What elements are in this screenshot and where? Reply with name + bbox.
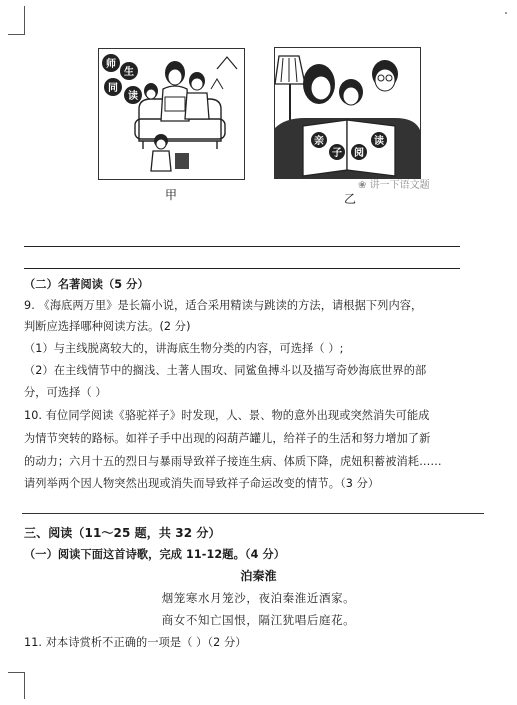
book-char-2: 子 — [332, 148, 342, 159]
bubble-char-3: 同 — [108, 83, 118, 94]
watermark-label — [358, 176, 430, 191]
parent-child-drawing — [275, 48, 420, 178]
q9-line-2: 判断应选择哪种阅读方法。(2 分) — [24, 320, 191, 333]
bubble-char-1: 师 — [106, 59, 116, 70]
bubble-chars — [102, 54, 142, 104]
answer-line-2[interactable] — [24, 268, 460, 269]
poem-line-2: 商女不知亡国恨，隔江犹唱后庭花。 — [161, 613, 356, 627]
q10-line-2: 为情节突转的路标。如祥子手中出现的闷葫芦罐儿，给祥子的生活和努力增加了新 — [24, 432, 431, 445]
poem-line-1: 烟笼寒水月笼沙，夜泊秦淮近酒家。 — [161, 591, 356, 605]
book-char-4: 读 — [374, 136, 384, 147]
page-dot — [505, 12, 507, 14]
q11-stem: 11. 对本诗赏析不正确的一项是（ ）（2 分） — [24, 636, 247, 649]
section-divider — [22, 513, 484, 514]
figure-caption-left: 甲 — [165, 188, 178, 202]
q10-line-1: 10. 有位同学阅读《骆驼祥子》时发现，人、景、物的意外出现或突然消失可能成 — [24, 409, 430, 422]
page-corner-mark-bottom — [8, 672, 25, 699]
book-char-3: 阅 — [354, 148, 364, 159]
q10-line-3: 的动力；六月十五的烈日与暴雨导致祥子接连生病、体质下降，虎妞积蓄被消耗…… — [24, 455, 442, 468]
q9-line-1: 9. 《海底两万里》是长篇小说，适合采用精读与跳读的方法，请根据下列内容， — [24, 299, 423, 312]
q10-line-4: 请列举两个因人物突然出现或消失而导致祥子命运改变的情节。（3 分） — [24, 477, 380, 490]
page-corner-mark-top — [8, 6, 25, 35]
answer-line-1[interactable] — [24, 246, 460, 247]
subsection-heading-poem: （一）阅读下面这首诗歌，完成 11-12题。（4 分） — [24, 548, 286, 561]
q9-sub-2-line-2: 分，可选择（ ） — [24, 386, 107, 399]
section-heading-famous-books: （二）名著阅读（5 分） — [24, 278, 149, 291]
book-char-1: 亲 — [314, 136, 324, 147]
poem-title: 泊秦淮 — [240, 569, 277, 583]
figure-caption-right: 乙 — [344, 192, 357, 206]
bubble-char-2: 生 — [124, 67, 134, 78]
section-heading-reading: 三、阅读（11～25 题，共 32 分） — [24, 526, 221, 540]
watermark-text: 讲一下语文题 — [369, 180, 430, 191]
teacher-student-drawing — [99, 49, 244, 179]
illustration-parent-child-reading — [274, 47, 421, 179]
watermark-icon: ❀ — [358, 180, 367, 191]
q9-sub-2-line-1: （2）在主线情节中的搁浅、土著人围攻、同鲨鱼搏斗以及描写奇妙海底世界的部 — [24, 364, 427, 377]
bubble-char-4: 读 — [128, 91, 138, 102]
illustration-teacher-student-reading — [98, 48, 245, 180]
q9-sub-1: （1）与主线脱离较大的，讲海底生物分类的内容，可选择（ ）; — [24, 342, 344, 355]
